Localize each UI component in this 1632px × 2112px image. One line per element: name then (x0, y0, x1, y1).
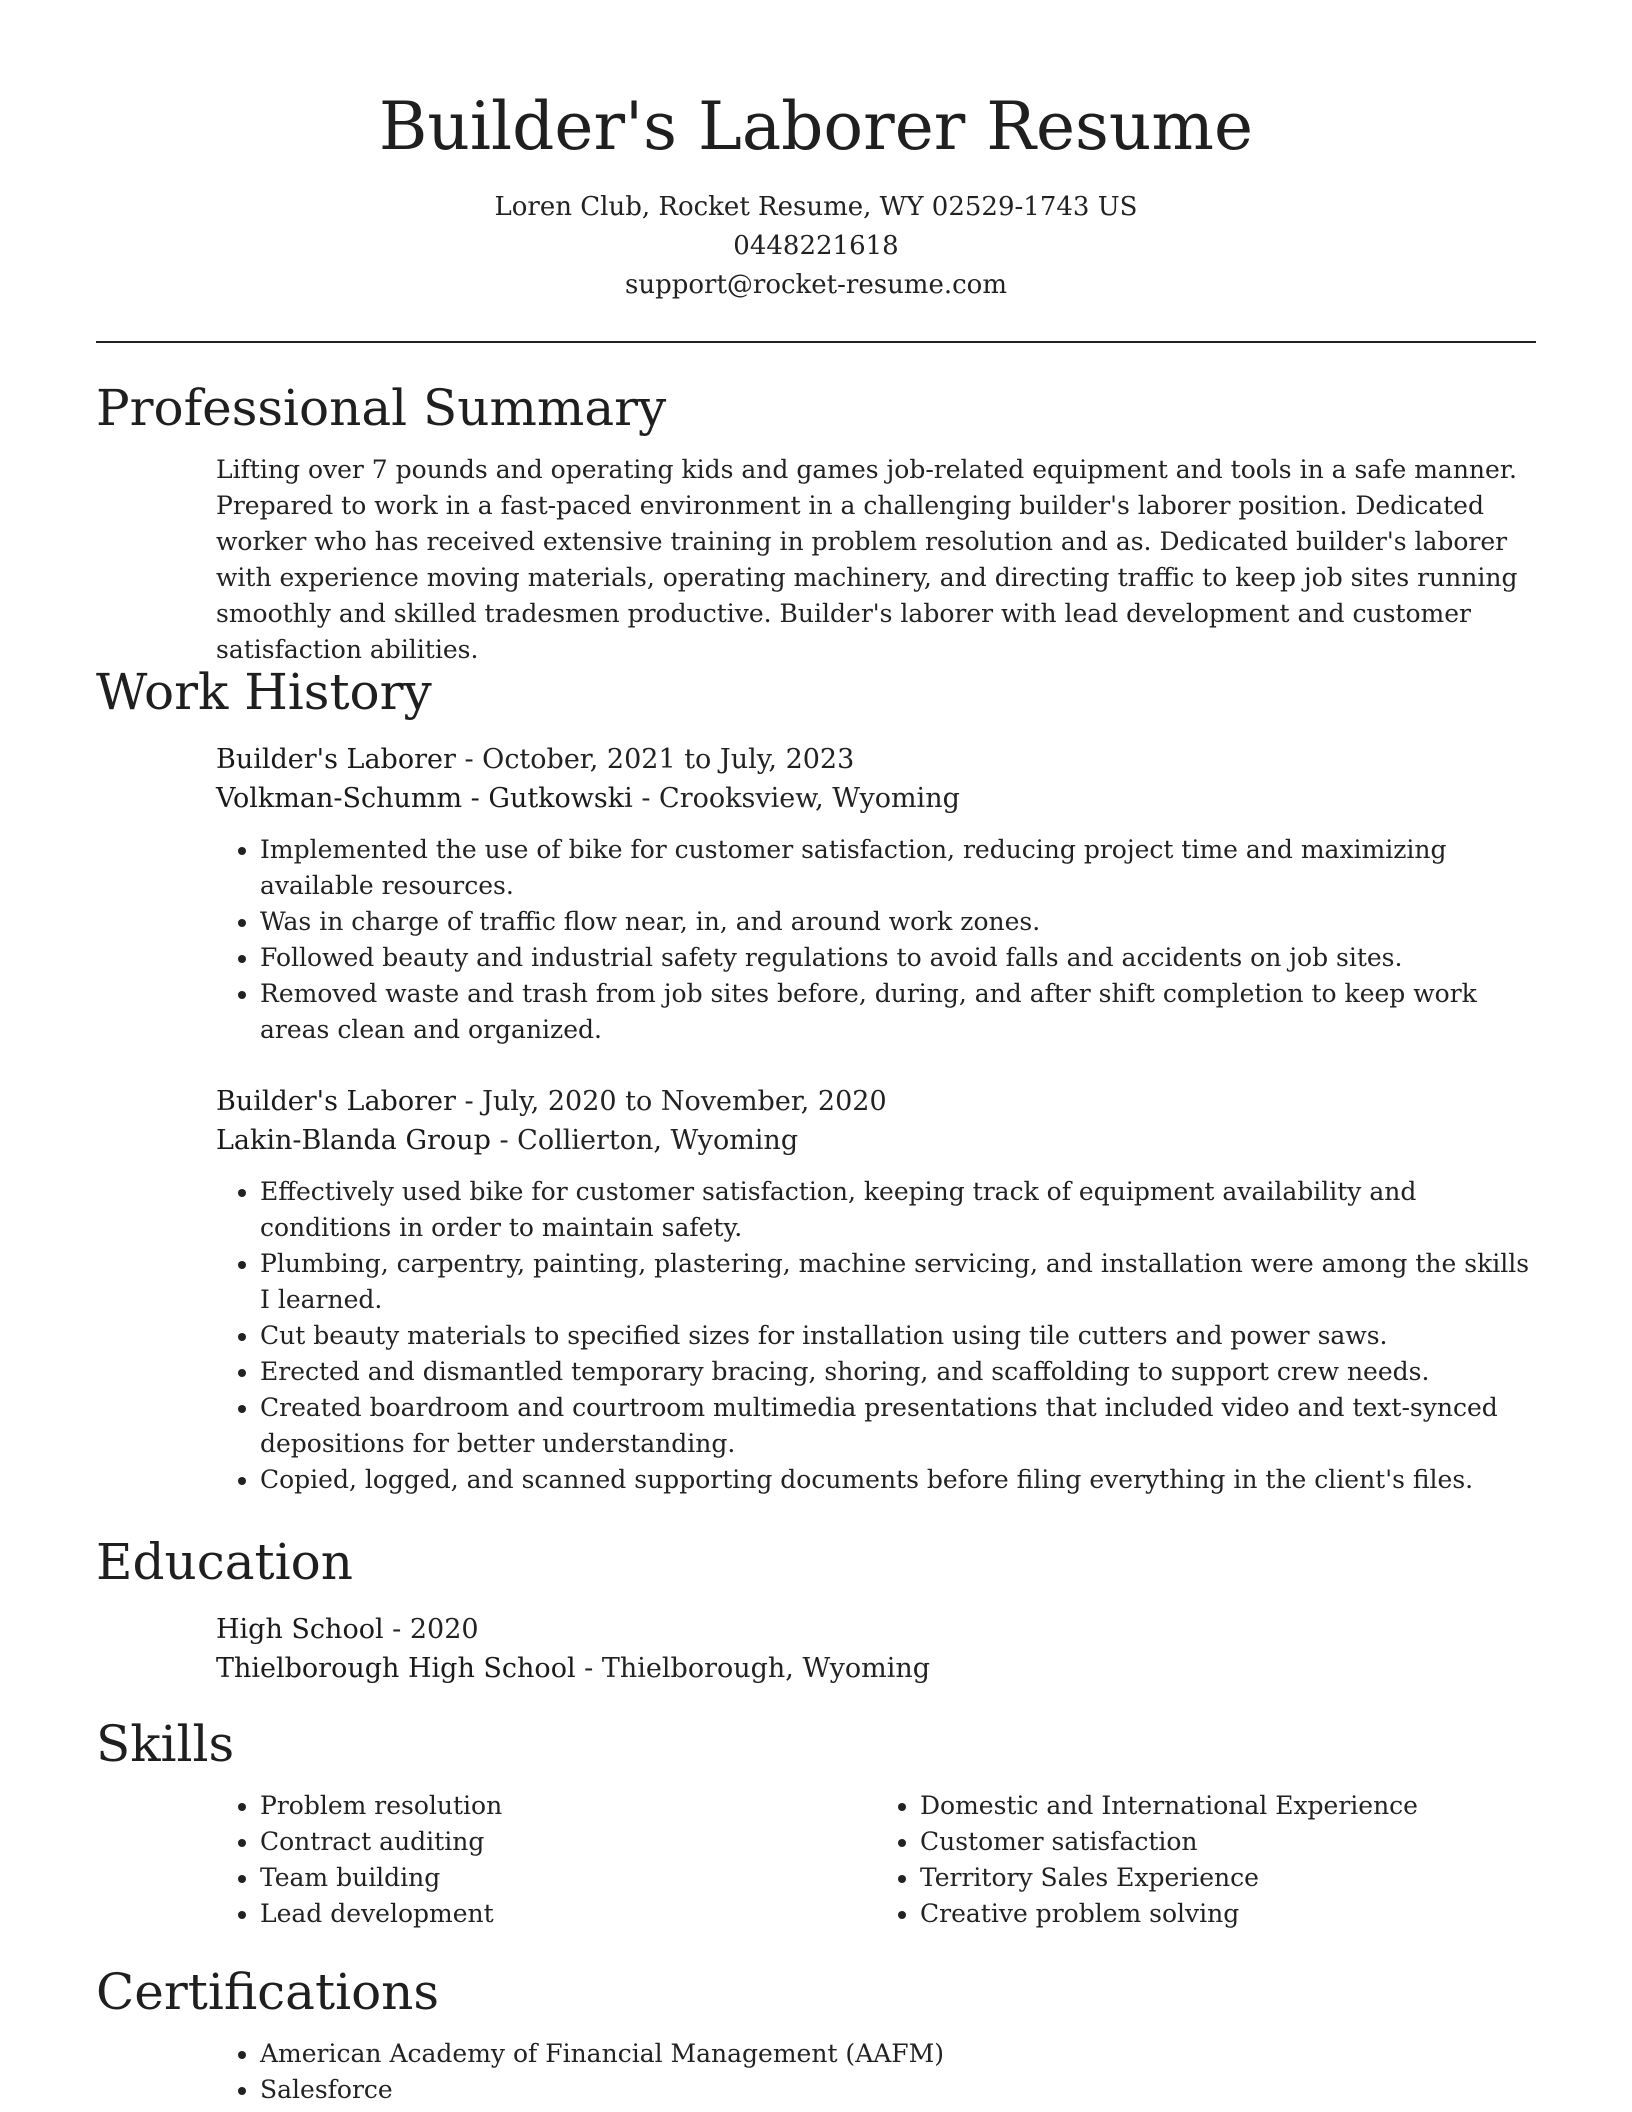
education-heading: Education (96, 1533, 353, 1591)
education-degree-line (216, 1610, 1536, 1649)
work-history-section (96, 660, 1536, 1498)
list-item: • Team building (260, 1860, 876, 1896)
list-item: • Followed beauty and industrial safety regulations to avoid falls and accidents on job sites. (260, 940, 1536, 976)
job-title-line (216, 1082, 1536, 1121)
header-divider (96, 341, 1536, 343)
list-item: • Erected and dismantled temporary bracing, shoring, and scaffolding to support crew needs. (260, 1354, 1536, 1390)
list-item: • Plumbing, carpentry, painting, plastering, machine servicing, and installation were among the skills I learned. (260, 1246, 1536, 1318)
education-year: - 2020 (383, 1614, 479, 1645)
list-item: • Customer satisfaction (920, 1824, 1536, 1860)
education-location: - Thielborough, Wyoming (575, 1653, 931, 1684)
list-item: • Was in charge of traffic flow near, in, and around work zones. (260, 904, 1536, 940)
email: support@rocket-resume.com (624, 270, 1007, 300)
job-company: Volkman-Schumm - Gutkowski (216, 783, 633, 814)
job-location: - Collierton, Wyoming (490, 1125, 799, 1156)
list-item: • Copied, logged, and scanned supporting documents before filing everything in the client's files. (260, 1462, 1536, 1498)
resume-header (0, 0, 1632, 305)
list-item: • Creative problem solving (920, 1896, 1536, 1932)
job-location: - Crooksview, Wyoming (632, 783, 960, 814)
list-item: • Problem resolution (260, 1788, 876, 1824)
skills-heading: Skills (96, 1715, 235, 1773)
resume-title: Builder's Laborer Resume (378, 88, 1254, 165)
list-item: • Cut beauty materials to specified sizes for installation using tile cutters and power saws. (260, 1318, 1536, 1354)
contact-info (0, 188, 1632, 305)
list-item: • Territory Sales Experience (920, 1860, 1536, 1896)
list-item: • Lead development (260, 1896, 876, 1932)
work-history-heading: Work History (96, 663, 432, 721)
list-item: • Contract auditing (260, 1824, 876, 1860)
address: Loren Club, Rocket Resume, WY 02529-1743 US (494, 192, 1138, 222)
job-company-line (216, 779, 1536, 818)
education-school: Thielborough High School (216, 1653, 576, 1684)
certifications-section (96, 1960, 1536, 2108)
phone: 0448221618 (733, 231, 899, 261)
skills-list (216, 1788, 1536, 1932)
summary-heading: Professional Summary (96, 379, 667, 437)
job-company-line (216, 1121, 1536, 1160)
certifications-heading: Certifications (96, 1963, 440, 2021)
list-item: • Effectively used bike for customer satisfaction, keeping track of equipment availability and conditions in order to maintain safety. (260, 1174, 1536, 1246)
job-dates: - October, 2021 to July, 2023 (455, 744, 855, 775)
job-entry (216, 740, 1536, 1048)
summary-text: Lifting over 7 pounds and operating kids and games job-related equipment and tools in a safe manner. Prepared to work in a fast-paced environment in a challenging builder's laborer position. Dedicated worker who has received extensive training in problem resolution and as. Dedicated builder's laborer with experience moving materials, operating machinery, and directing traffic to keep job sites running smoothly and skilled tradesmen productive. Builder's laborer with lead development and customer satisfaction abilities. (216, 455, 1518, 664)
education-section (96, 1530, 1536, 1688)
skills-column-1 (216, 1788, 876, 1932)
job-title-line (216, 740, 1536, 779)
list-item: • Implemented the use of bike for customer satisfaction, reducing project time and maximizing available resources. (260, 832, 1536, 904)
certifications-list (216, 2036, 1536, 2108)
job-bullets (216, 832, 1536, 1048)
summary-section (96, 376, 1536, 668)
skills-column-2 (876, 1788, 1536, 1932)
list-item: • American Academy of Financial Management (AAFM) (260, 2036, 1536, 2072)
list-item: • Created boardroom and courtroom multimedia presentations that included video and text-synced depositions for better understanding. (260, 1390, 1536, 1462)
list-item: • Removed waste and trash from job sites before, during, and after shift completion to keep work areas clean and organized. (260, 976, 1536, 1048)
education-school-line (216, 1649, 1536, 1688)
job-bullets (216, 1174, 1536, 1498)
education-degree: High School (216, 1614, 384, 1645)
job-company: Lakin-Blanda Group (216, 1125, 491, 1156)
list-item: • Salesforce (260, 2072, 1536, 2108)
skills-section (96, 1712, 1536, 1932)
job-title: Builder's Laborer (216, 744, 456, 775)
list-item: • Domestic and International Experience (920, 1788, 1536, 1824)
job-dates: - July, 2020 to November, 2020 (455, 1086, 887, 1117)
job-entry (216, 1082, 1536, 1498)
job-title: Builder's Laborer (216, 1086, 456, 1117)
